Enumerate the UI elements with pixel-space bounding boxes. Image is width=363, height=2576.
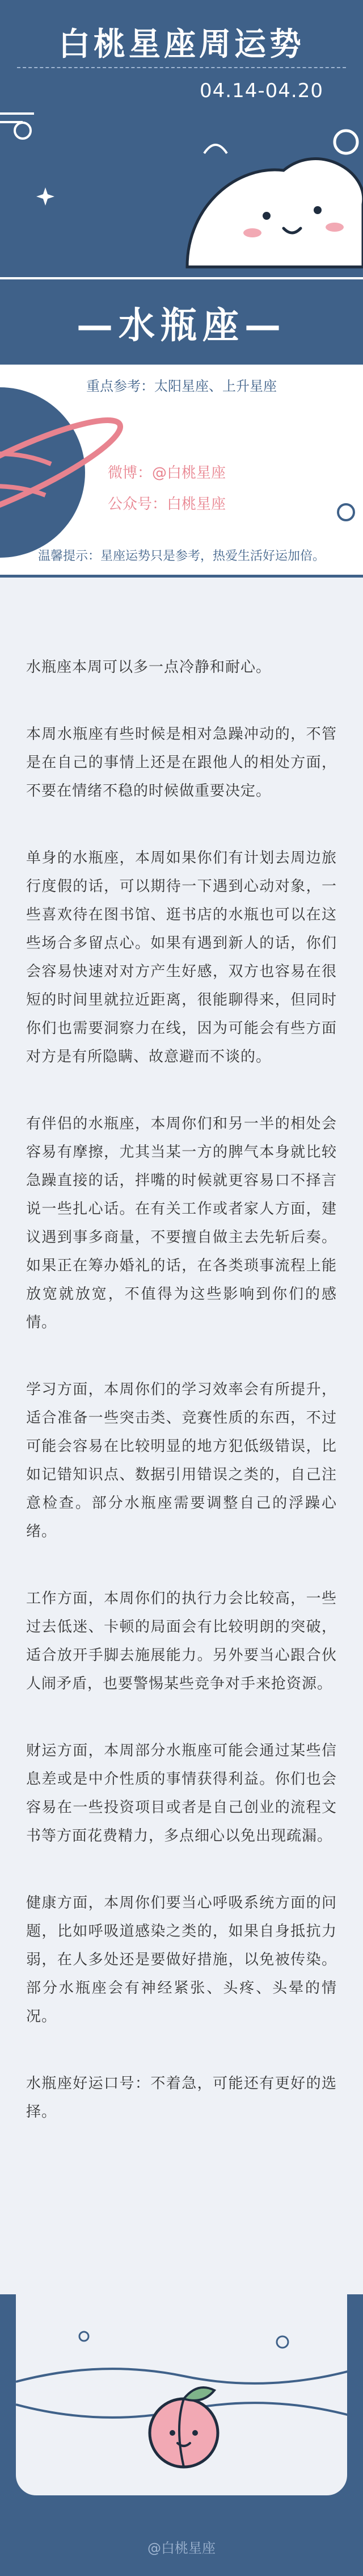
article-body [26,653,337,2165]
tips: 温馨提示：星座运势只是参考，热爱生活好运加倍。 [37,549,325,563]
paragraph: 学习方面，本周你们的学习效率会有所提升，适合准备一些突击类、竞赛性质的东西，不过可能会容易在比较明显的地方犯低级错误，比如记错知识点、数据引用错误之类的，自己注意检查。部分水瓶座需要调整自己的浮躁心绪。 [26,1381,337,1540]
paragraph: 水瓶座好运口号：不着急，可能还有更好的选择。 [26,2075,337,2121]
footer-card [14,2294,349,2498]
weibo-handle: 微博：@白桃星座 [108,465,226,482]
footer [0,2294,363,2576]
date-range: 04.14-04.20 [200,80,323,102]
paragraph: 健康方面，本周你们要当心呼吸系统方面的问题，比如呼吸道感染之类的，如果自身抵抗力弱，在人多处还是要做好措施，以免被传染。部分水瓶座会有神经紧张、头疼、头晕的情况。 [26,1895,337,2025]
paragraph: 工作方面，本周你们的执行力会比较高，一些过去低迷、卡顿的局面会有比较明朗的突破，适合放开手脚去施展能力。另外要当心跟合伙人闹矛盾，也要警惕某些竞争对手来抢资源。 [26,1590,337,1692]
paragraph: 财运方面，本周部分水瓶座可能会通过某些信息差或是中介性质的事情获得利益。你们也会容易在一些投资项目或者是自己创业的流程文书等方面花费精力，多点细心以免出现疏漏。 [26,1742,337,1845]
wechat-handle: 公众号：白桃星座 [108,496,226,513]
paragraph: 水瓶座本周可以多一点冷静和耐心。 [26,659,272,676]
paragraph: 单身的水瓶座，本周如果你们有计划去周边旅行度假的话，可以期待一下遇到心动对象，一些喜欢待在图书馆、逛书店的水瓶也可以在这些场合多留点心。如果有遇到新人的话，你们会容易快速对对方产生好感，双方也容易在很短的时间里就拉近距离，很能聊得来，但同时你们也需要洞察力在线，因为可能会有些方面对方是有所隐瞒、故意避而不谈的。 [26,850,337,1065]
paragraph: 有伴侣的水瓶座，本周你们和另一半的相处会容易有摩擦，尤其当某一方的脾气本身就比较急躁直接的话，拌嘴的时候就更容易口不择言说一些扎心话。在有关工作或者家人方面，建议遇到事多商量，不要擅自做主去先斩后奏。如果正在筹办婚礼的话，在各类琐事流程上能放宽就放宽，不值得为这些影响到你们的感情。 [26,1115,337,1331]
peach-icon [16,2294,352,2495]
sign-name: —水瓶座— [77,305,286,347]
reference-box [0,365,363,578]
header [0,0,363,318]
footer-brand: @白桃星座 [147,2540,216,2556]
sign-banner [0,277,363,367]
reference-focus: 重点参考：太阳星座、上升星座 [86,378,277,394]
cloud-character-icon [0,0,363,318]
paragraph: 本周水瓶座有些时候是相对急躁冲动的，不管是在自己的事情上还是在跟他人的相处方面，不要在情绪不稳的时候做重要决定。 [26,726,337,800]
page-title: 白桃星座周运势 [58,26,305,63]
social-handles [108,461,226,524]
